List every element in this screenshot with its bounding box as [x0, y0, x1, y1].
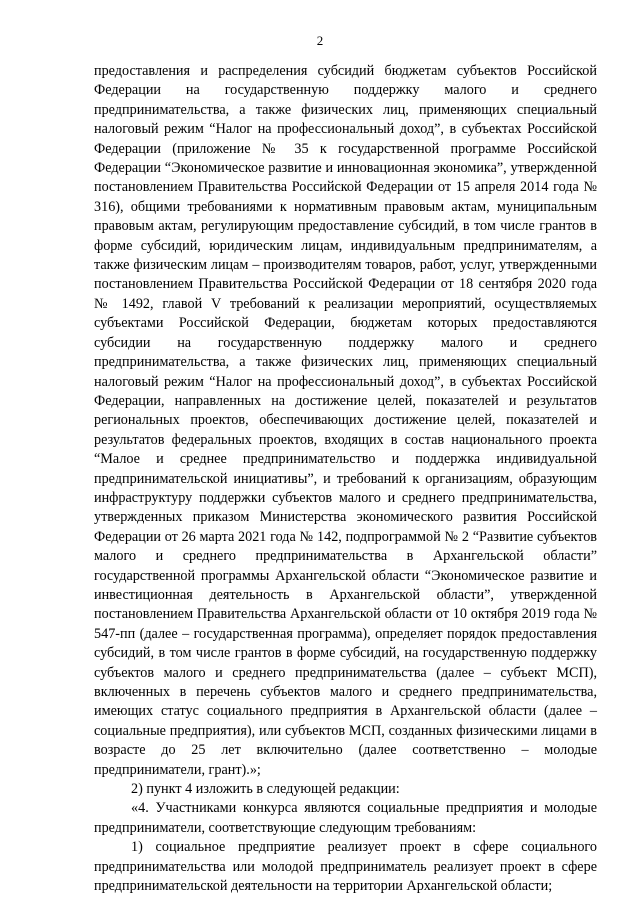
- paragraph-point-4: «4. Участниками конкурса являются социальные предприятия и молодые предприниматели, соответствующие следующим требованиям:: [94, 800, 597, 836]
- document-body: [94, 62, 597, 896]
- page-number: 2: [316, 33, 324, 48]
- paragraph-item-2: 2) пункт 4 изложить в следующей редакции:: [131, 781, 400, 798]
- paragraph-continuation: предоставления и распределения субсидий бюджетам субъектов Российской Федерации на государственную поддержку малого и среднего предпринимательства, а также физических лиц, применяющих специальный налоговый режим “Налог на профессиональный доход”, в субъектах Российской Федерации (приложение № 35 к государственной программе Российской Федерации “Экономическое развитие и инновационная экономика”, утвержденной постановлением Правительства Российской Федерации от 15 апреля 2014 года № 316), общими требованиями к нормативным правовым актам, муниципальным правовым актам, регулирующим предоставление субсидий, в том числе грантов в форме субсидий, юридическим лицам, индивидуальным предпринимателям, а также физическим лицам – производителям товаров, работ, услуг, утвержденными постановлением Правительства Российской Федерации от 18 сентября 2020 года № 1492, главой V требований к реализации мероприятий, осуществляемых субъектами Российской Федерации, бюджетам которых предоставляются субсидии на государственную поддержку малого и среднего предпринимательства, а также физических лиц, применяющих специальный налоговый режим “Налог на профессиональный доход”, в субъектах Российской Федерации, направленных на достижение целей, показателей и результатов региональных проектов, обеспечивающих достижение целей, показателей и результатов федеральных проектов, входящих в состав национального проекта “Малое и среднее предпринимательство и поддержка индивидуальной предпринимательской инициативы”, и требований к организациям, образующим инфраструктуру поддержки субъектов малого и среднего предпринимательства, утвержденных приказом Министерства экономического развития Российской Федерации от 26 марта 2021 года № 142, подпрограммой № 2 “Развитие субъектов малого и среднего предпринимательства в Архангельской области” государственной программы Архангельской области “Экономическое развитие и инвестиционная деятельность в Архангельской области”, утвержденной постановлением Правительства Архангельской области от 10 октября 2019 года № 547-пп (далее – государственная программа), определяет порядок предоставления субсидий, в том числе грантов в форме субсидий, на государственную поддержку субъектов малого и среднего предпринимательства (далее – субъект МСП), включенных в перечень субъектов малого и среднего предпринимательства, имеющих статус социального предприятия в Архангельской области (далее – социальные предприятия), или субъектов МСП, созданных физическими лицами в возрасте до 25 лет включительно (далее соответственно – молодые предприниматели, грант).»;: [94, 63, 597, 778]
- paragraph-requirement-1: 1) социальное предприятие реализует проект в сфере социального предпринимательства или молодой предприниматель реализует проект в сфере предпринимательской деятельности на территории Архангельской области;: [94, 839, 597, 895]
